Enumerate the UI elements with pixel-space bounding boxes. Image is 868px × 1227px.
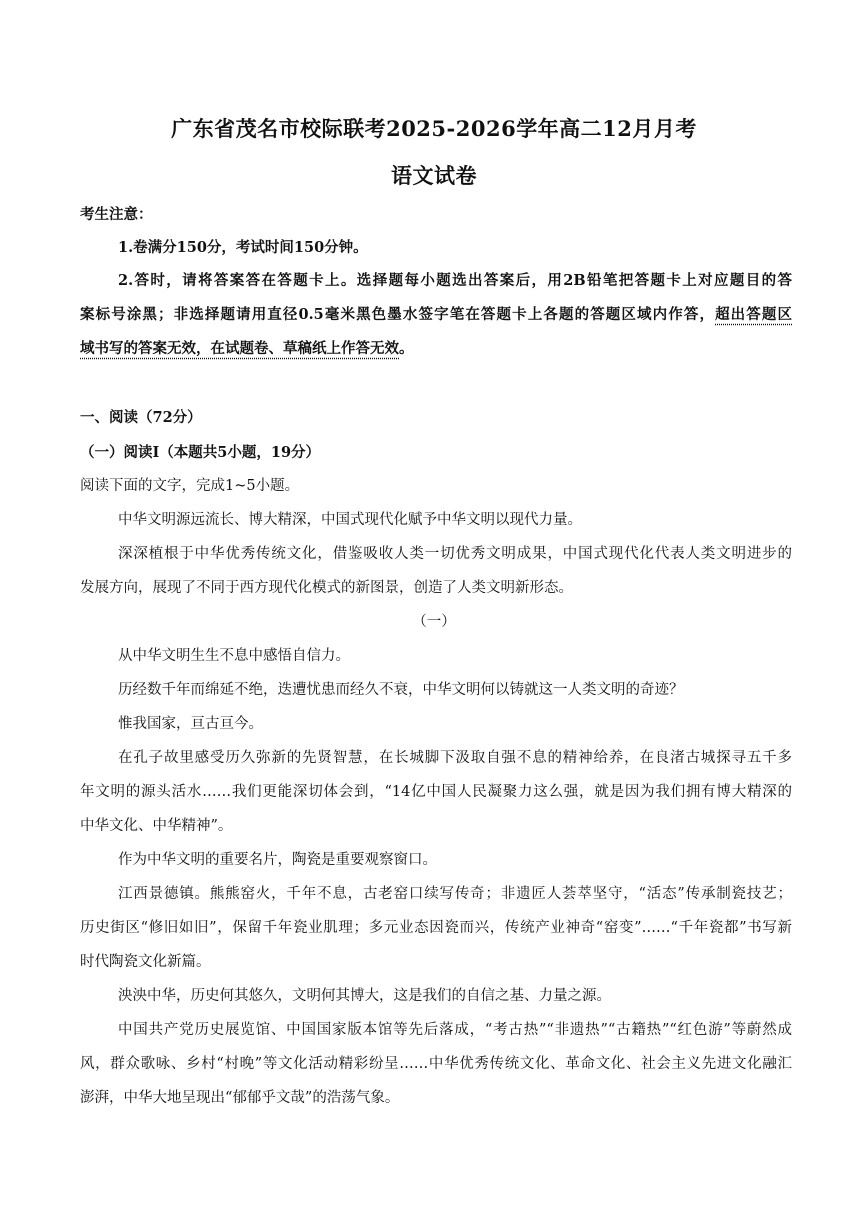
article-paragraph-4: 历经数千年而绵延不绝，迭遭忧患而经久不衰，中华文明何以铸就这一人类文明的奇迹？ (118, 682, 684, 698)
article-paragraph-10-line-2: 风，群众歌咏、乡村“村晚”等文化活动精彩纷呈……中华优秀传统文化、革命文化、社会主义先进文化融汇 (80, 1056, 792, 1072)
notice-item-2-line-2 (80, 304, 792, 326)
exam-title: 广东省茂名市校际联考2025-2026学年高二12月月考 (171, 116, 697, 141)
notice-emphasis-2: 域书写的答案无效，在试题卷、草稿纸上作答无效 (80, 340, 399, 357)
article-paragraph-2-line-2: 发展方向，展现了不同于西方现代化模式的新图景，创造了人类文明新形态。 (80, 580, 573, 596)
article-paragraph-5: 惟我国家，亘古亘今。 (118, 716, 263, 732)
question-instruction: 阅读下面的文字，完成1~5小题。 (80, 478, 300, 494)
article-paragraph-3: 从中华文明生生不息中感悟自信力。 (118, 648, 350, 664)
notice-item-2-line-2-text: 案标号涂黑；非选择题请用直径0.5毫米黑色墨水签字笔在答题卡上各题的答题区域内作答， (80, 306, 716, 323)
article-paragraph-8-line-2: 历史街区“修旧如旧”，保留千年瓷业肌理；多元业态因瓷而兴，传统产业神奇“窑变”……“千年瓷都”书写新 (80, 920, 792, 936)
article-paragraph-2-line-1: 深深植根于中华优秀传统文化，借鉴吸收人类一切优秀文明成果，中国式现代化代表人类文明进步的 (118, 546, 792, 562)
notice-emphasis-1: 超出答题区 (715, 306, 792, 323)
article-paragraph-7: 作为中华文明的重要名片，陶瓷是重要观察窗口。 (118, 852, 437, 868)
notice-label: 考生注意： (80, 206, 153, 223)
notice-item-2-line-1: 2.答时，请将答案答在答题卡上。选择题每小题选出答案后，用2B铅笔把答题卡上对应题目的答 (118, 272, 792, 289)
article-paragraph-10-line-1: 中国共产党历史展览馆、中国国家版本馆等先后落成，“考古热”“非遗热”“古籍热”“红色游”等蔚然成 (118, 1022, 792, 1038)
article-paragraph-10-line-3: 澎湃，中华大地呈现出“郁郁乎文哉”的浩荡气象。 (80, 1090, 400, 1106)
notice-item-2-line-3-end: 。 (399, 340, 414, 357)
article-paragraph-6-line-1: 在孔子故里感受历久弥新的先贤智慧，在长城脚下汲取自强不息的精神给养，在良渚古城探寻五千多 (118, 750, 792, 766)
section-heading: 一、阅读（72分） (80, 409, 202, 426)
sub-section-heading: （一）阅读I（本题共5小题，19分） (80, 444, 321, 461)
exam-subject: 语文试卷 (391, 163, 477, 188)
article-paragraph-1: 中华文明源远流长、博大精深，中国式现代化赋予中华文明以现代力量。 (118, 512, 582, 528)
article-paragraph-6-line-2: 年文明的源头活水……我们更能深切体会到，“14亿中国人民凝聚力这么强，就是因为我们拥有博大精深的 (80, 784, 792, 800)
article-paragraph-6-line-3: 中华文化、中华精神”。 (80, 818, 233, 834)
article-paragraph-9: 泱泱中华，历史何其悠久，文明何其博大，这是我们的自信之基、力量之源。 (118, 988, 611, 1004)
notice-item-2-line-3 (80, 338, 792, 360)
article-part-marker: （一） (412, 614, 456, 630)
notice-item-1: 1.卷满分150分，考试时间150分钟。 (118, 239, 368, 256)
article-paragraph-8-line-1: 江西景德镇。熊熊窑火，千年不息，古老窑口续写传奇；非遗匠人荟萃坚守，“活态”传承制瓷技艺； (118, 886, 792, 902)
article-paragraph-8-line-3: 时代陶瓷文化新篇。 (80, 954, 211, 970)
